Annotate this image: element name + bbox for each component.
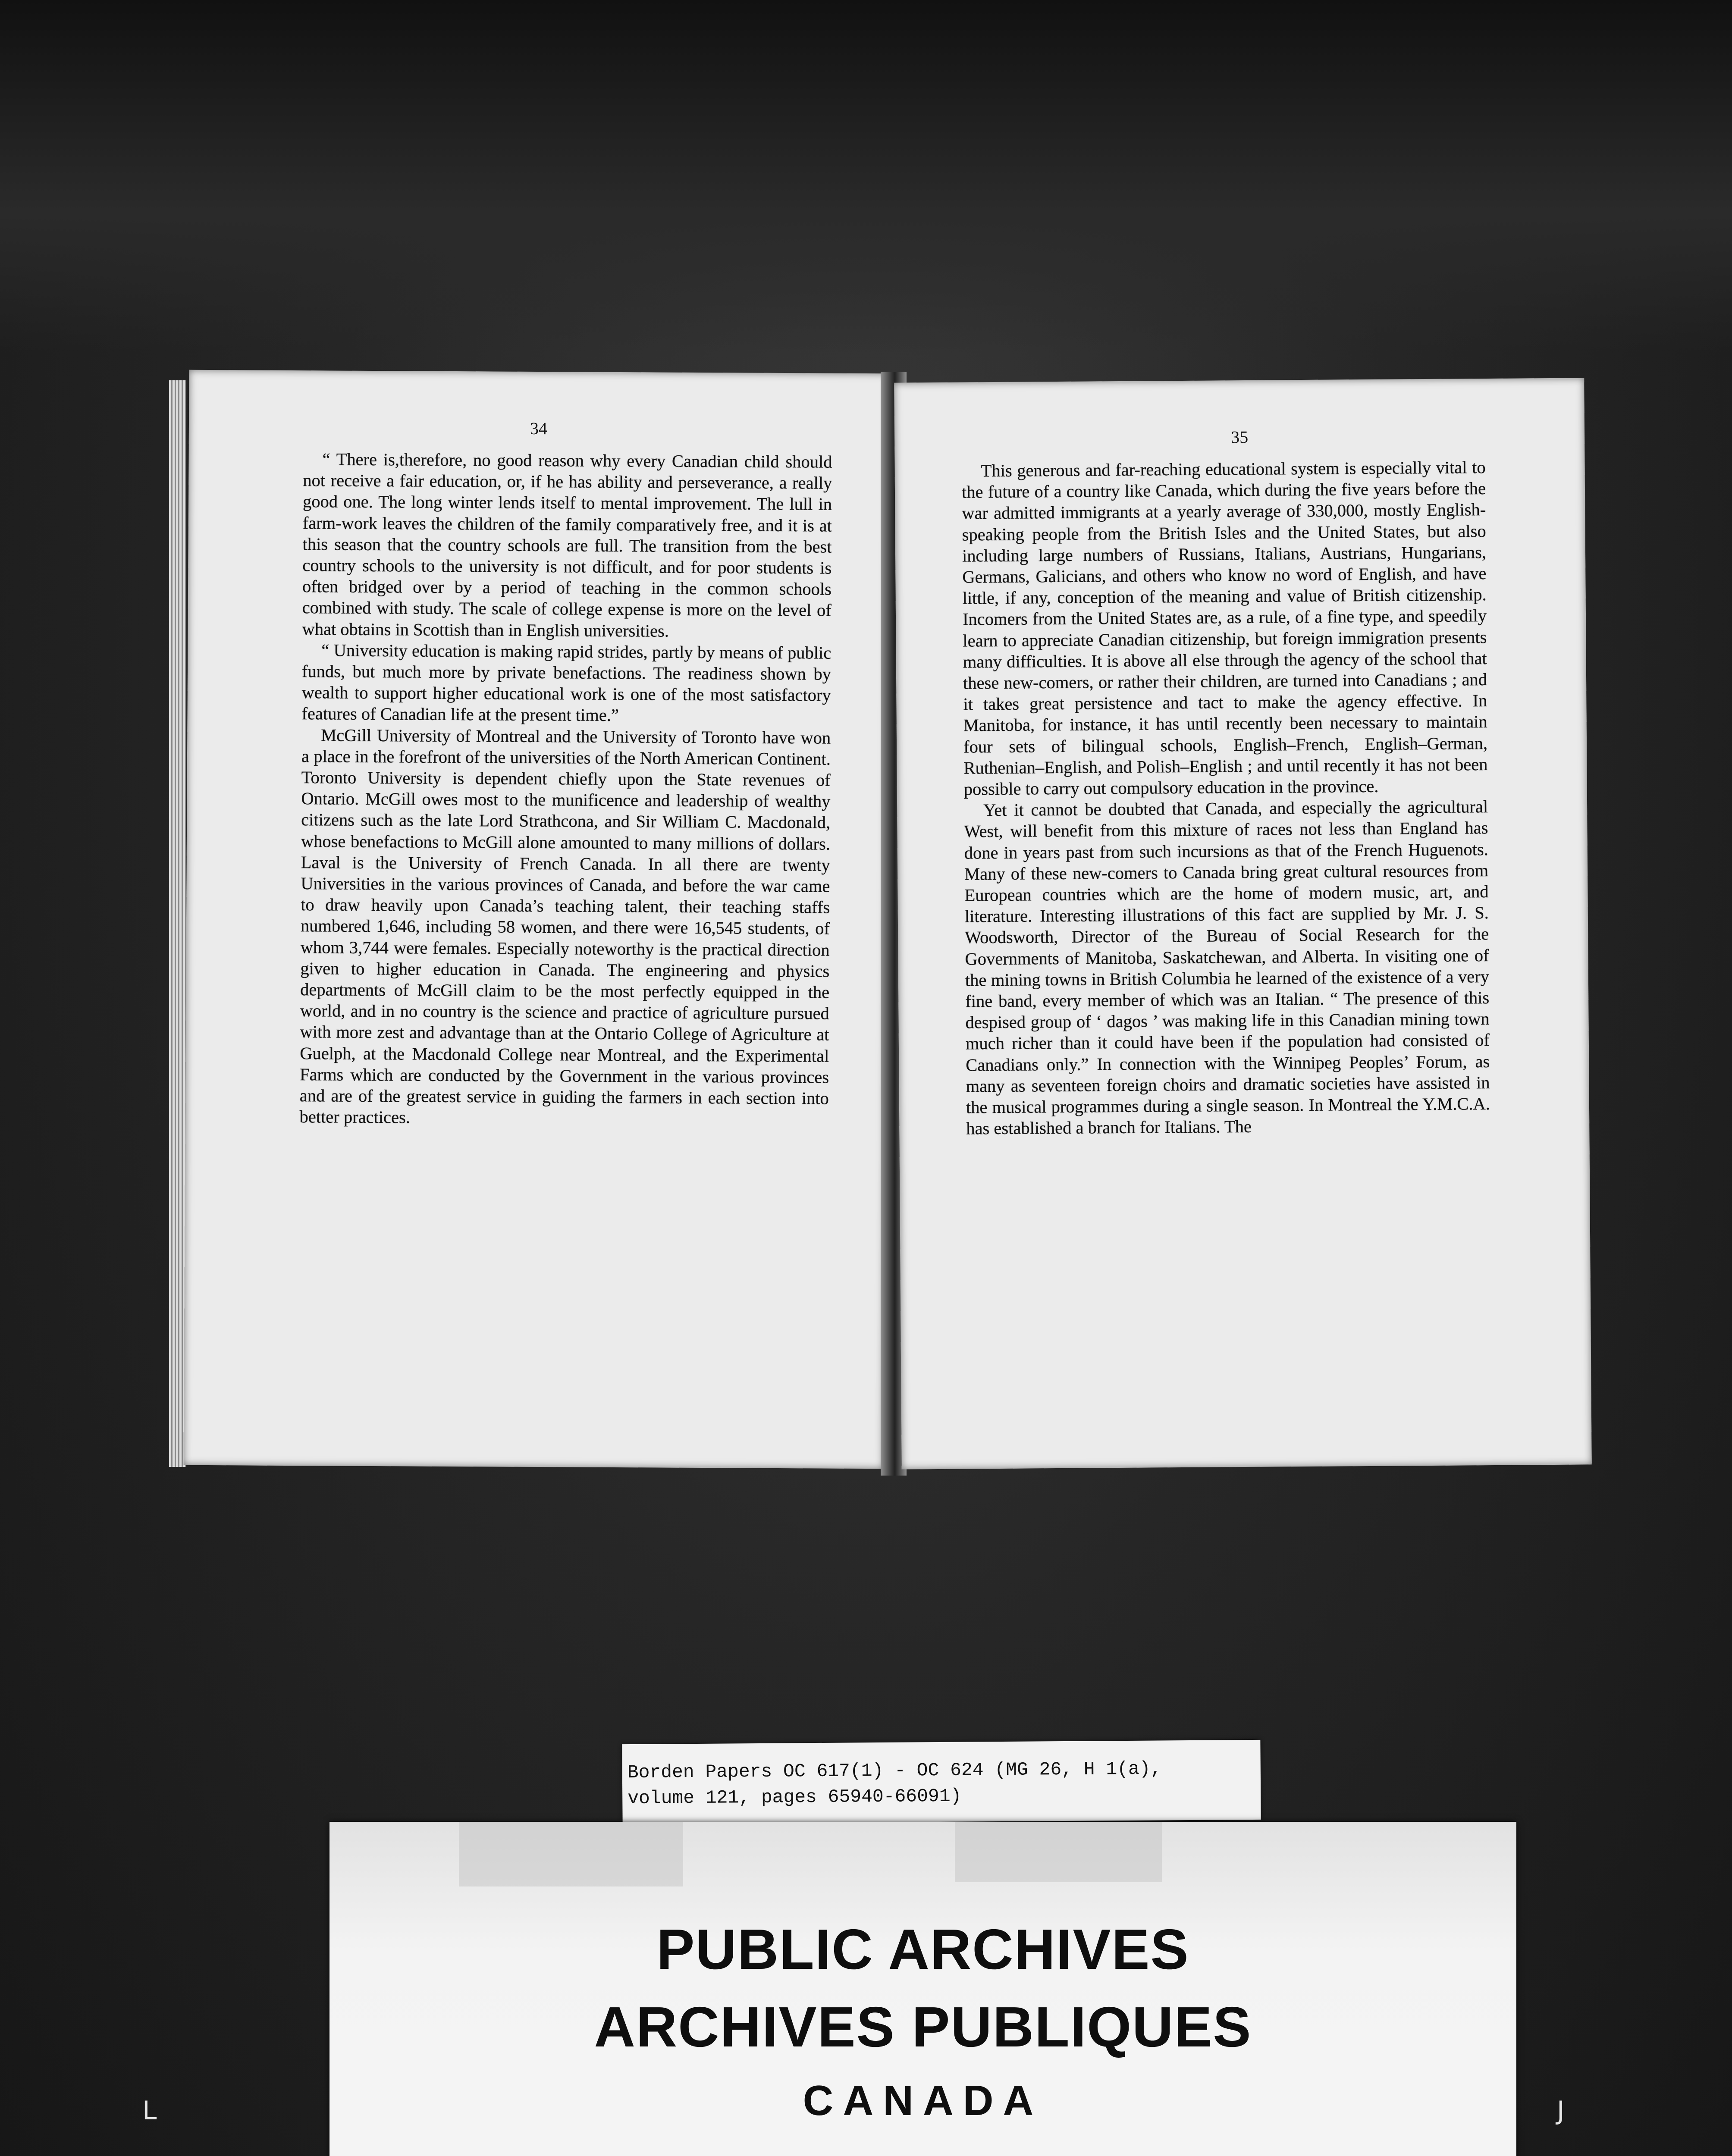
- archive-country: CANADA: [803, 2077, 1043, 2124]
- left-page-number: 34: [530, 418, 548, 439]
- right-paragraph-2: Yet it cannot be doubted that Canada, and especially the agricultural West, will benefit from this mixture of races not less than England has done in years past from such incursions as that of the French Huguenots. Many of these new-comers to Canada bring great cultural resources from European countries which are the home of modern music, art, and literature. Interesting illustrations of this fact are supplied by Mr. J. S. Woodsworth, Director of the Bureau of Social Research for the Governments of Manitoba, Saskatchewan, and Alberta. In visiting one of the mining towns in British Columbia he learned of the existence of a very fine band, every member of which was an Italian. “ The presence of this despised group of ‘ dagos ’ was making life in this Canadian mining town much richer than it could have been if the population had consisted of Canadians only.” In connection with the Winnipeg Peoples’ Forum, as many as seventeen foreign choirs and dramatic societies have assisted in the musical programmes during a single season. In Montreal the Y.M.C.A. has established a branch for Italians. The: [964, 797, 1490, 1138]
- open-book: [169, 372, 1588, 1476]
- right-page: [894, 378, 1592, 1469]
- archive-title-french: ARCHIVES PUBLIQUES: [594, 1995, 1252, 2059]
- corner-mark-left: L: [142, 2096, 157, 2126]
- left-paragraph-1: “ There is,therefore, no good reason why every Canadian child should not receive a fair education, or, if he has ability and perseverance, a really good one. The long winter lends itself to mental improvement. The lull in farm-work leaves the children of the family comparatively free, and it is at this season that the country schools are full. The transition from the best country schools to the university is not difficult, and for poor students is often bridged over by a period of teaching in the common schools combined with study. The scale of college expense is more on the level of what obtains in Scottish than in English universities.: [302, 449, 832, 641]
- right-page-text: [894, 456, 1589, 1140]
- right-page-number: 35: [1230, 427, 1249, 447]
- left-paragraph-2: “ University education is making rapid strides, partly by means of public funds, but much more by private benefactions. The readiness shown by wealth to support higher educational work is one of the most satisfactory features of Canadian life at the present time.”: [301, 640, 831, 725]
- right-paragraph-1: This generous and far-reaching educational system is especially vital to the future of a country like Canada, which during the five years before the war admitted immigrants at a yearly average of 330,000, mostly English-speaking people from the British Isles and the United States, but also including large numbers of Russians, Italians, Austrians, Hungarians, Germans, Galicians, and others who know no word of English, and have little, if any, conception of the meaning and value of British citizenship. Incomers from the United States are, as a rule, of a fine type, and speedily learn to appreciate Canadian citizenship, but foreign immigration presents many difficulties. It is above all else through the agency of the school that these new-comers, or rather their children, are turned into Canadians ; and it takes great persistence and tact to make the agency effective. In Manitoba, for instance, it has until recently been necessary to maintain four sets of bilingual schools, English–French, English–German, Ruthenian–English, and Polish–English ; and until recently it has not been possible to carry out compulsory education in the province.: [961, 458, 1488, 799]
- page-stack-edge: [169, 380, 186, 1467]
- reference-line-1: Borden Papers OC 617(1) - OC 624 (MG 26, H 1(a),: [627, 1758, 1162, 1783]
- reference-line-2: volume 121, pages 65940-66091): [628, 1785, 962, 1809]
- left-page-text: [185, 448, 888, 1131]
- reference-label: [622, 1740, 1261, 1824]
- left-page: [183, 370, 888, 1469]
- left-paragraph-3: McGill University of Montreal and the University of Toronto have won a place in the forefront of the universities of the North American Continent. Toronto University is dependent chiefly upon the State revenues of Ontario. McGill owes most to the munificence and leadership of wealthy citizens such as the late Lord Strathcona, and Sir William C. Macdonald, whose benefactions to McGill alone amounted to many millions of dollars. Laval is the University of French Canada. In all there are twenty Universities in the various provinces of Canada, and before the war came to draw heavily upon Canada’s teaching talent, their teaching staffs numbered 1,646, including 58 women, and there were 16,545 students, of whom 3,744 were females. Especially noteworthy is the practical direction given to higher education in Canada. The engineering and physics departments of McGill claim to be the most perfectly equipped in the world, and in no country is the science and practice of agriculture pursued with more zest and advantage than at the Ontario College of Agriculture at Guelph, at the Macdonald College near Montreal, and the Experimental Farms which are conducted by the Government in the various provinces and are of the greatest service in guiding the farmers in each section into better practices.: [299, 725, 831, 1127]
- tape-strip: [459, 1822, 683, 1887]
- archive-title-english: PUBLIC ARCHIVES: [656, 1918, 1189, 1981]
- scan-background: [0, 0, 1732, 354]
- archive-card: [329, 1822, 1516, 2156]
- corner-mark-right: J: [1557, 2096, 1565, 2126]
- reference-label-text: [622, 1740, 1261, 1811]
- tape-strip: [955, 1822, 1162, 1882]
